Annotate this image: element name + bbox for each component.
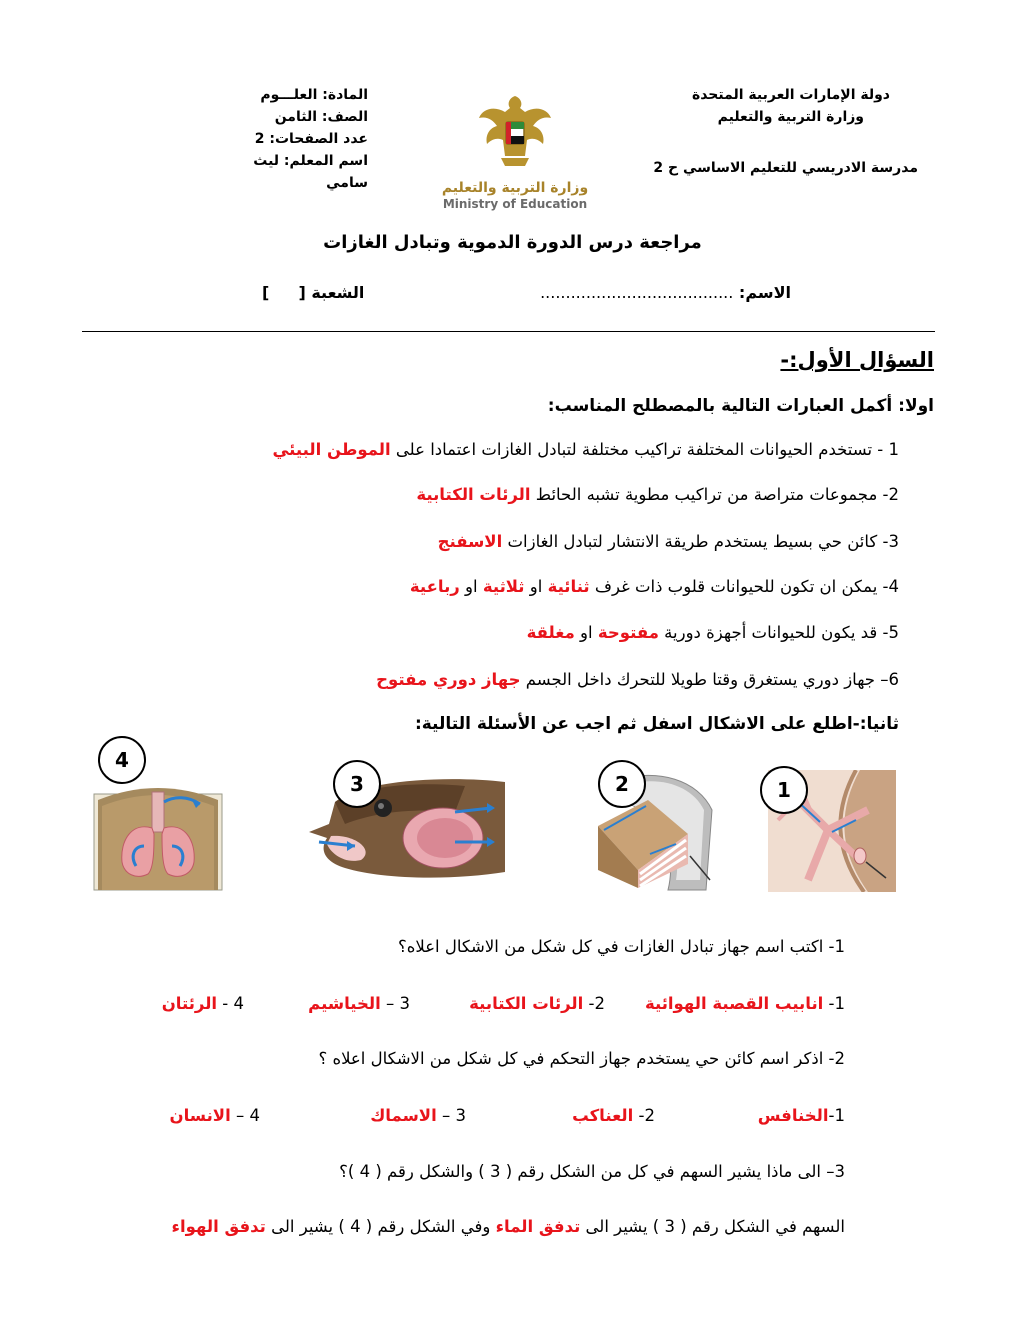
question-1-title: السؤال الأول:- [780,348,934,372]
figure-3-number: 3 [333,760,381,808]
sq1-answer-1 [645,994,845,1013]
sq1-answer-4-num: 4 - [217,994,244,1013]
item-4-or-1: او [524,577,548,596]
item-2-text: 2- مجموعات متراصة من تراكيب مطوية تشبه الحائط [530,485,899,504]
item-4-answer-1: ثنائية [547,577,590,596]
sq1-answer-1-num: 1- [823,994,845,1013]
sq2-answer-3 [370,1106,466,1125]
section-close: ] [262,283,270,302]
sq3-answer-water-flow: تدفق الماء [495,1217,581,1236]
item-4-or-2: او [459,577,483,596]
sq1-answer-1-text: انابيب القصبة الهوائية [644,994,824,1013]
sq2-answer-2-num: 2- [633,1106,655,1125]
subject: المادة: العلـــوم [260,87,368,103]
item-1 [272,440,899,459]
sq2-answer-2-text: العناكب [572,1106,634,1125]
logo-english-text: Ministry of Education [442,197,588,211]
sq2-answer-3-num: 3 – [436,1106,466,1125]
item-1-text: 1 - تستخدم الحيوانات المختلفة تراكيب مختلفة لتبادل الغازات اعتمادا على [390,440,899,459]
item-4-answer-2: ثلاثية [482,577,525,596]
sq1-answer-4 [162,994,244,1013]
name-row [540,283,791,302]
sq3-answer [172,1217,845,1236]
divider [82,331,935,332]
item-4 [410,577,899,596]
figure-4-lungs [92,770,224,892]
sq1-answer-2 [469,994,605,1013]
sub-question-1: 1- اكتب اسم جهاز تبادل الغازات في كل شكل من الاشكال اعلاه؟ [397,937,845,956]
item-5-answer-1: مفتوحة [597,623,659,642]
item-2-answer: الرئات الكتابية [416,485,531,504]
sq2-answer-1-text: الخنافس [757,1106,829,1125]
header-right [590,84,890,128]
item-5 [527,623,899,642]
sq3-answer-text-2: وفي الشكل رقم ( 4 ) يشير الى [265,1217,496,1236]
sq2-answer-4 [170,1106,260,1125]
sq2-answer-3-text: الاسماك [370,1106,437,1125]
sq2-answer-2 [572,1106,655,1125]
sq1-answer-2-num: 2- [583,994,605,1013]
item-1-answer: الموطن البيئي [272,440,391,459]
item-5-answer-2: مغلقة [526,623,575,642]
eagle-emblem-icon [475,92,555,176]
logo-arabic-text: وزارة التربية والتعليم [441,180,589,196]
figure-2-number: 2 [598,760,646,808]
item-4-answer-3: رباعية [409,577,460,596]
header-left [218,84,368,194]
sq2-answer-1 [758,1106,845,1125]
part-1-title: اولا: أكمل العبارات التالية بالمصطلح المناسب: [547,396,934,416]
section-row [262,283,364,302]
sq3-answer-text-1: السهم في الشكل رقم ( 3 ) يشير الى [580,1217,845,1236]
teacher-name: اسم المعلم: ليث سامي [253,153,368,191]
country-name: دولة الإمارات العربية المتحدة [691,87,890,103]
sub-question-3: 3– الى ماذا يشير السهم في كل من الشكل رقم ( 3 ) والشكل رقم ( 4 )؟ [339,1162,845,1181]
grade: الصف: الثامن [274,109,368,125]
sq1-answer-3 [308,994,410,1013]
item-3-text: 3- كائن حي بسيط يستخدم طريقة الانتشار لتبادل الغازات [502,532,899,551]
sq2-answer-1-num: 1- [828,1106,845,1125]
item-2 [416,485,899,504]
sq3-answer-air-flow: تدفق الهواء [171,1217,266,1236]
item-6-text: 6– جهاز دوري يستغرق وقتا طويلا للتحرك داخل الجسم [520,670,899,689]
sq1-answer-3-text: الخياشيم [308,994,381,1013]
item-5-text: 5- قد يكون للحيوانات أجهزة دورية [658,623,899,642]
ministry-logo [440,92,590,216]
sq1-answer-4-text: الرئتان [161,994,218,1013]
page-count: عدد الصفحات: 2 [254,131,368,147]
ministry-name: وزارة التربية والتعليم [717,109,864,125]
item-5-or: او [574,623,598,642]
section-label: الشعبة [ [298,283,365,302]
sub-question-2: 2- اذكر اسم كائن حي يستخدم جهاز التحكم في كل شكل من الاشكال اعلاه ؟ [318,1049,845,1068]
lungs-illustration-icon [92,770,224,892]
name-dots[interactable]: ...................................... [540,283,734,302]
part-2-title: ثانيا:-اطلع على الاشكال اسفل ثم اجب عن الأسئلة التالية: [414,714,899,734]
school-name: مدرسة الادريسي للتعليم الاساسي ح 2 [653,160,918,176]
item-6 [376,670,899,689]
sq2-answer-4-text: الانسان [169,1106,231,1125]
item-4-text: 4- يمكن ان تكون للحيوانات قلوب ذات غرف [589,577,899,596]
figure-1-number: 1 [760,766,808,814]
sq1-answer-3-num: 3 – [380,994,410,1013]
item-3-answer: الاسفنج [437,532,503,551]
item-3 [438,532,899,551]
sq2-answer-4-num: 4 – [230,1106,260,1125]
name-label: الاسم: [738,283,791,302]
figure-4-number: 4 [98,736,146,784]
item-6-answer: جهاز دوري مفتوح [376,670,521,689]
sq1-answer-2-text: الرئات الكتابية [469,994,584,1013]
page-title: مراجعة درس الدورة الدموية وتبادل الغازات [323,232,702,253]
